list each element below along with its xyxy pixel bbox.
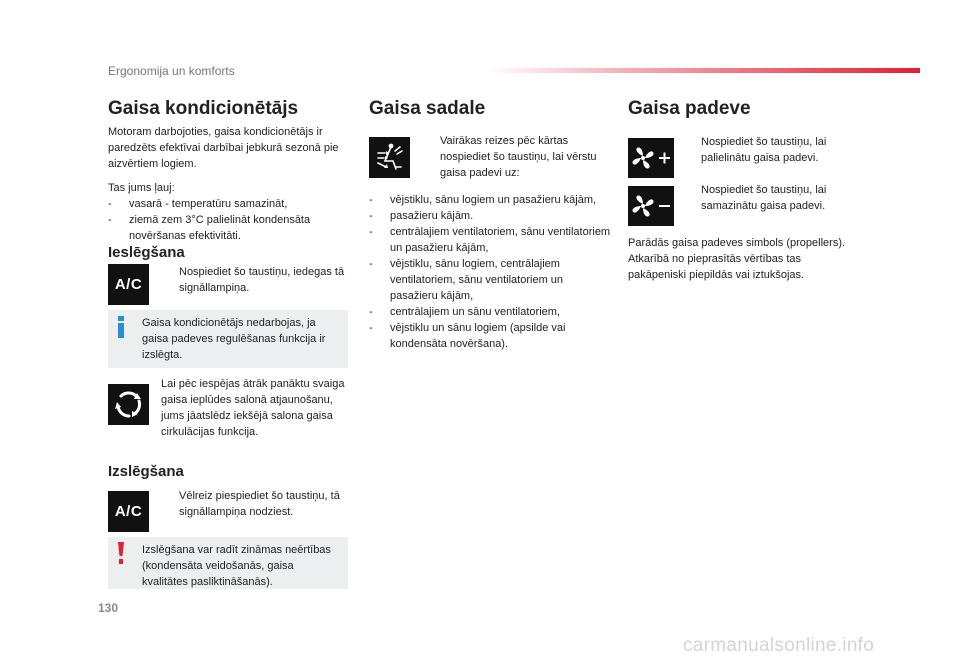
- info-icon: [115, 316, 127, 338]
- airflow-symbol-note: Parādās gaisa padeves simbols (propellers). Atkarībā no pieprasītās vērtības tas pakāpeniski piepildās vai iztukšojas.: [628, 237, 846, 281]
- list-item: - vējstiklu, sānu logiem un pasažieru kājām,: [369, 194, 597, 206]
- page-number: 130: [98, 601, 119, 615]
- ac-off-button-icon: A/C: [108, 491, 149, 532]
- section-label: Ergonomija un komforts: [108, 64, 235, 78]
- recirculation-icon: [108, 384, 149, 425]
- header-accent-bar: [485, 68, 920, 73]
- airflow-increase-instruction: Nospiediet šo taustiņu, lai palielinātu gaisa padevi.: [701, 136, 827, 164]
- ac-on-instruction: Nospiediet šo taustiņu, iedegas tā signāllampiņa.: [179, 266, 345, 294]
- airflow-decrease-instruction: Nospiediet šo taustiņu, lai samazinātu gaisa padevi.: [701, 184, 827, 212]
- fan-minus-icon: [628, 186, 674, 226]
- distribution-title: Gaisa sadale: [369, 98, 486, 119]
- warning-icon: [117, 542, 125, 564]
- air-distribution-icon: [369, 137, 410, 178]
- watermark: carmanualsonline.info: [683, 635, 875, 656]
- ac-intro: Motoram darbojoties, gaisa kondicionētājs ir paredzēts efektīvai darbībai jebkurā sezonā pie aizvērtiem logiem.: [108, 126, 339, 170]
- info-note: [108, 310, 348, 368]
- list-item: - pasažieru kājām.: [369, 210, 474, 222]
- ac-on-button-icon: A/C: [108, 264, 149, 305]
- list-item: - vasarā - temperatūru samazināt,: [108, 198, 288, 210]
- ac-allows: [108, 180, 350, 244]
- ac-title: Gaisa kondicionētājs: [108, 98, 299, 119]
- ac-allows-label: Tas jums ļauj:: [108, 182, 175, 194]
- ac-allows-list: [108, 196, 350, 244]
- info-note-text: Gaisa kondicionētājs nedarbojas, ja gaisa padeves regulēšanas funkcija ir izslēgta.: [142, 317, 326, 361]
- list-item: - centrālajiem un sānu ventilatoriem,: [369, 306, 560, 318]
- ac-on-heading: Ieslēgšana: [108, 244, 185, 261]
- distribution-instruction: Vairākas reizes pēc kārtas nospiediet šo taustiņu, lai vērstu gaisa padevi uz:: [440, 135, 597, 179]
- recirculation-text: Lai pēc iespējas ātrāk panāktu svaiga gaisa ieplūdes salonā atjaunošanu, jums jāatslēdz iekšējā salona gaisa cirkulācijas funkcija.: [161, 378, 345, 438]
- list-item: - ziemā zem 3°C palielināt kondensāta novēršanas efektivitāti.: [108, 214, 311, 242]
- distribution-list-block: [369, 192, 611, 352]
- warning-note-text: Izslēgšana var radīt zināmas neērtības (kondensāta veidošanās, gaisa kvalitātes pasliktināšanās).: [142, 544, 331, 588]
- warning-note: [108, 537, 348, 589]
- list-item: - vējstiklu, sānu logiem, centrālajiem ventilatoriem, sānu ventilatoriem un pasažieru kājām,: [369, 258, 564, 302]
- list-item: - centrālajiem ventilatoriem, sānu ventilatoriem un pasažieru kājām,: [369, 226, 611, 254]
- list-item: - vējstiklu un sānu logiem (apsilde vai kondensāta novēršana).: [369, 322, 566, 350]
- ac-off-instruction: Vēlreiz piespiediet šo taustiņu, tā signāllampiņa nodziest.: [179, 490, 340, 518]
- fan-plus-icon: [628, 138, 674, 178]
- ac-off-heading: Izslēgšana: [108, 463, 184, 480]
- distribution-list: [369, 192, 611, 352]
- airflow-title: Gaisa padeve: [628, 98, 751, 119]
